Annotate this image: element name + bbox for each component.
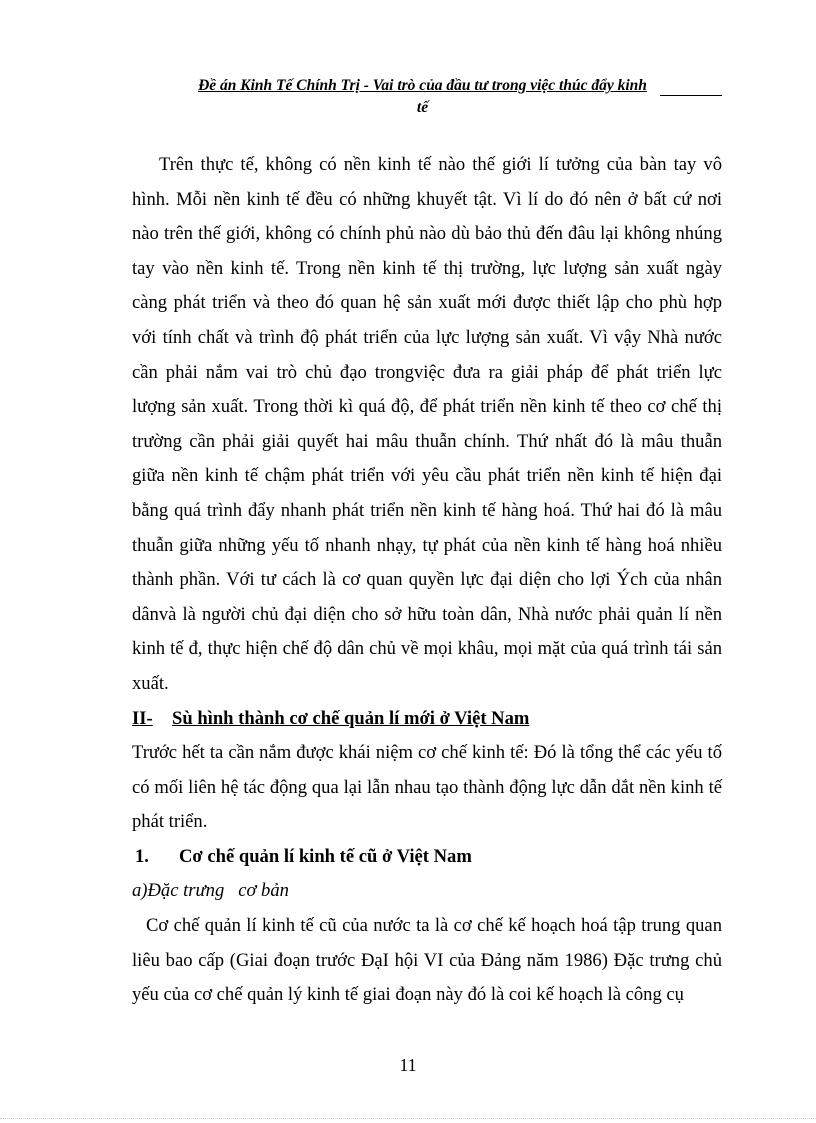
- paragraph-1-line: lượng sản xuất. Trong thời kì quá độ, để phát triển nền kinh tế theo cơ chế thị: [132, 396, 722, 418]
- header-title-line-2: tế: [416, 99, 429, 116]
- paragraph-1-line: nào trên thế giới, không có chính phủ nào dù bảo thủ đến đâu lại không nhúng: [132, 223, 722, 245]
- paragraph-2-line: Trước hết ta cần nắm được khái niệm cơ chế kinh tế: Đó là tổng thể các yếu tố: [132, 742, 722, 764]
- section-2-heading: [132, 702, 722, 737]
- paragraph-1-line: càng phát triển và theo đó quan hệ sản xuất mới được thiết lập cho phù hợp: [132, 292, 722, 314]
- paragraph-3-line: Cơ chế quản lí kinh tế cũ của nước ta là cơ chế kế hoạch hoá tập trung quan: [146, 915, 722, 937]
- subsection-1-number: 1.: [135, 845, 149, 867]
- body-text: [132, 148, 722, 1013]
- paragraph-1-line: giữa nền kinh tế chậm phát triển với yêu cầu phát triển nền kinh tế hiện đại: [132, 465, 722, 487]
- paragraph-3-line: liêu bao cấp (Giai đoạn trước ĐạI hội VI của Đảng năm 1986) Đặc trưng chủ: [132, 949, 722, 971]
- subsection-1-heading: [132, 840, 722, 875]
- paragraph-2-line: phát triển.: [132, 811, 208, 833]
- paragraph-1-line: kinh tế đ, thực hiện chế độ dân chủ về mọi khâu, mọi mặt của quá trình tái sản: [132, 638, 722, 660]
- paragraph-1-line: trường cần phải giải quyết hai mâu thuẫn chính. Thứ nhất đó là mâu thuẫn: [132, 430, 722, 452]
- paragraph-1-line: với tính chất và trình độ phát triển của lực lượng sản xuất. Vì vậy Nhà nước: [132, 326, 722, 348]
- paragraph-1-line: cần phải nắm vai trò chủ đạo trongviệc đưa ra giải pháp để phát triển lực: [132, 361, 722, 383]
- subheading-a: a)Đặc trưng cơ bản: [132, 880, 289, 902]
- paragraph-1-line: thành phần. Với tư cách là cơ quan quyền lực đại diện cho lợi Ých của nhân: [132, 569, 722, 591]
- page-bottom-edge: [0, 1118, 816, 1119]
- section-2-number: II-: [132, 707, 153, 729]
- paragraph-1-line: hình. Mỗi nền kinh tế đều có những khuyết tật. Vì lí do đó nên ở bất cứ nơi: [132, 188, 722, 210]
- paragraph-1-line: tay vào nền kinh tế. Trong nền kinh tế thị trường, lực lượng sản xuất ngày: [132, 257, 722, 279]
- document-header: [120, 75, 725, 119]
- paragraph-1-line: Trên thực tế, không có nền kinh tế nào thế giới lí tưởng của bàn tay vô: [159, 154, 722, 175]
- paragraph-3-line: yếu của cơ chế quản lý kinh tế giai đoạn này đó là coi kế hoạch là công cụ: [132, 984, 684, 1006]
- section-2-title: Sù hình thành cơ chế quản lí mới ở Việt Nam: [172, 707, 530, 729]
- paragraph-1-line: xuất.: [132, 672, 169, 694]
- subsection-1-title: Cơ chế quản lí kinh tế cũ ở Việt Nam: [179, 845, 472, 867]
- page-number: 11: [399, 1055, 417, 1075]
- header-underline-rule: [660, 95, 722, 96]
- header-title-line-1: Đề án Kinh Tế Chính Trị - Vai trò của đầu tư trong việc thúc đẩy kinh: [198, 77, 647, 94]
- paragraph-1-line: thuẫn giữa những yếu tố nhanh nhạy, tự phát của nền kinh tế hàng hoá nhiều: [132, 534, 722, 556]
- paragraph-1-line: dânvà là người chủ đại diện cho sở hữu toàn dân, Nhà nước phải quản lí nền: [132, 603, 722, 625]
- paragraph-1-line: bằng quá trình đẩy nhanh phát triển nền kinh tế hàng hoá. Thứ hai đó là mâu: [132, 499, 722, 521]
- paragraph-2-line: có mối liên hệ tác động qua lại lẫn nhau tạo thành động lực dẫn dắt nền kinh tế: [132, 776, 722, 798]
